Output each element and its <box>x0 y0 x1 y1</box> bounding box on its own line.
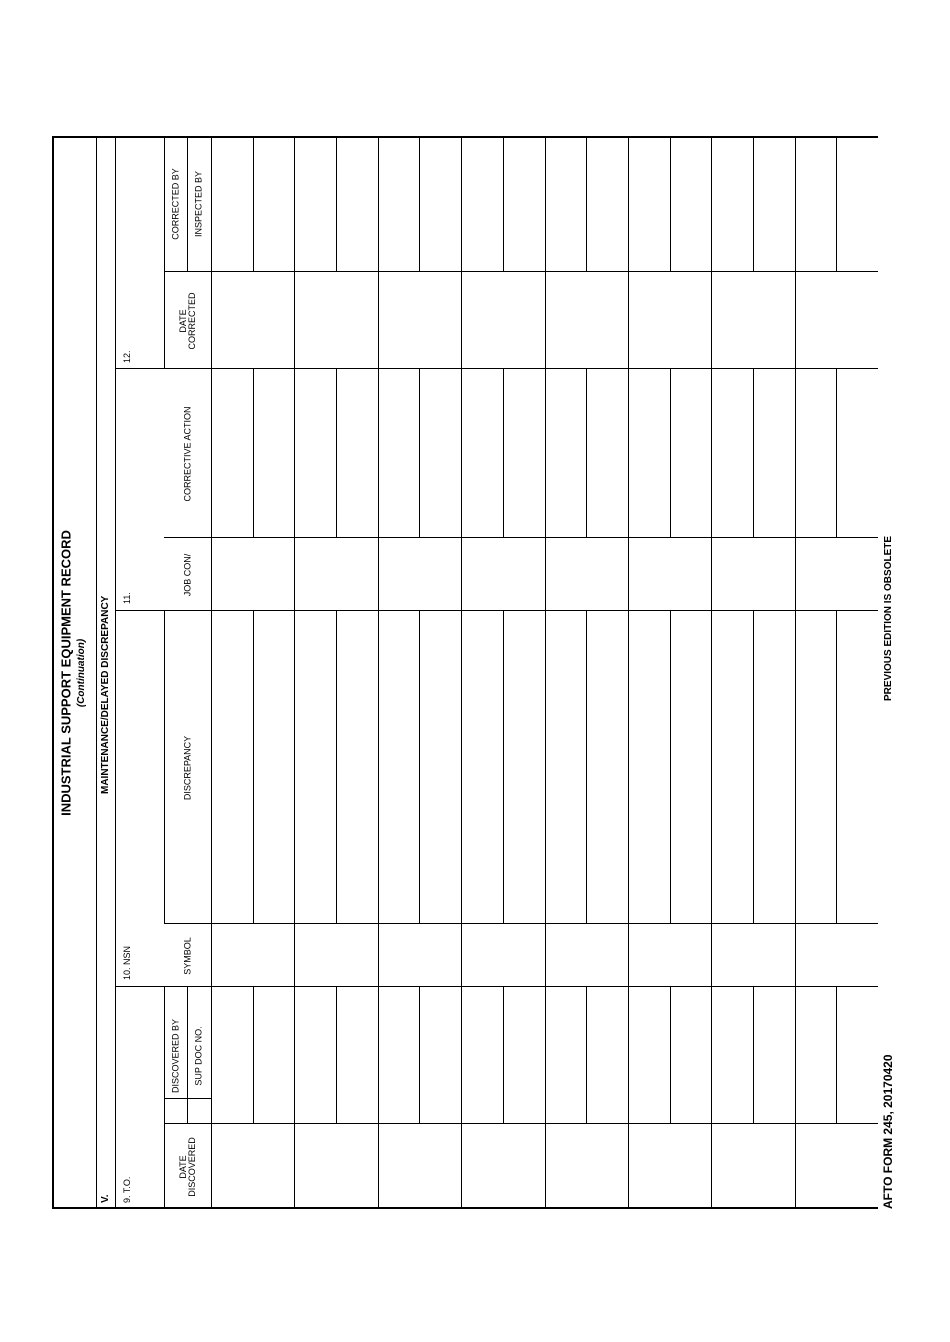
row-half-line <box>586 987 587 1124</box>
row-half-line <box>419 987 420 1124</box>
row-half-line <box>336 136 337 272</box>
row-line <box>294 136 295 1209</box>
date-corrected-line2: CORRECTED <box>187 292 197 350</box>
row-half-line <box>836 136 837 272</box>
form-border-top <box>52 136 54 1209</box>
header-bottom-line <box>211 136 212 1209</box>
row-line <box>795 136 796 1209</box>
col-divider-discrepancy <box>164 610 878 611</box>
corrective-action-header: CORRECTIVE ACTION <box>182 406 193 502</box>
form-page <box>52 136 895 1209</box>
row-half-line <box>336 987 337 1124</box>
row-line <box>628 136 629 1209</box>
row-half-line <box>419 136 420 272</box>
col-divider-job-con <box>164 537 878 538</box>
row-half-line <box>670 987 671 1124</box>
date-discovered-header <box>179 1137 197 1197</box>
row-half-line <box>586 611 587 924</box>
title-band-line <box>96 136 97 1209</box>
row-line <box>711 136 712 1209</box>
field-row-line-mid <box>164 611 165 924</box>
row-half-line <box>253 611 254 924</box>
form-id-footer: AFTO FORM 245, 20170420 <box>881 1054 895 1209</box>
row-half-line <box>670 611 671 924</box>
form-title: INDUSTRIAL SUPPORT EQUIPMENT RECORD <box>58 530 74 816</box>
col-divider-discovered-by <box>164 986 878 987</box>
section-band-line <box>115 136 116 1209</box>
field-11-label: 11. <box>122 592 132 604</box>
col-divider-corrective-action <box>164 368 878 369</box>
discovered-by-split-h <box>187 987 188 1124</box>
date-discovered-line1: DATE <box>178 1155 188 1179</box>
row-half-line <box>336 611 337 924</box>
row-half-line <box>753 136 754 272</box>
row-half-line <box>336 369 337 538</box>
field-divider-10-11 <box>115 610 164 611</box>
row-half-line <box>419 369 420 538</box>
row-half-line <box>503 369 504 538</box>
field-12-label: 12. <box>122 350 132 363</box>
edition-note-footer: PREVIOUS EDITION IS OBSOLETE <box>883 535 894 701</box>
form-subtitle: (Continuation) <box>76 638 87 708</box>
date-corrected-header <box>179 292 197 349</box>
row-line <box>378 136 379 1209</box>
job-con-header: JOB CON/ <box>182 553 193 597</box>
corrected-by-split-h <box>187 136 188 272</box>
row-half-line <box>836 987 837 1124</box>
field-10-label: 10. NSN <box>122 945 132 980</box>
section-number: V. <box>100 1194 111 1203</box>
inspected-by-header: INSPECTED BY <box>193 170 204 238</box>
row-half-line <box>586 369 587 538</box>
row-half-line <box>503 611 504 924</box>
field-9-label: 9. T.O. <box>122 1176 132 1203</box>
sup-doc-no-header: SUP DOC NO. <box>193 1026 204 1086</box>
date-discovered-line2: DISCOVERED <box>187 1137 197 1197</box>
row-half-line <box>670 136 671 272</box>
row-half-line <box>836 369 837 538</box>
form-border-right <box>52 136 878 138</box>
discovered-by-header: DISCOVERED BY <box>170 1018 181 1094</box>
corrected-by-header: CORRECTED BY <box>170 168 181 240</box>
discrepancy-header: DISCREPANCY <box>182 735 193 801</box>
date-corrected-line1: DATE <box>178 309 188 333</box>
row-half-line <box>253 369 254 538</box>
row-half-line <box>836 611 837 924</box>
col-divider-date-corrected <box>164 271 878 272</box>
col-divider-symbol <box>164 923 878 924</box>
row-half-line <box>753 611 754 924</box>
row-half-line <box>753 369 754 538</box>
row-half-line <box>753 987 754 1124</box>
row-half-line <box>503 987 504 1124</box>
row-half-line <box>670 369 671 538</box>
col-divider-date-discovered <box>164 1123 878 1124</box>
field-row-line-right <box>164 136 165 369</box>
row-half-line <box>503 136 504 272</box>
row-half-line <box>253 136 254 272</box>
row-half-line <box>419 611 420 924</box>
row-line <box>461 136 462 1209</box>
row-half-line <box>586 136 587 272</box>
symbol-header: SYMBOL <box>182 937 193 975</box>
row-half-line <box>253 987 254 1124</box>
field-divider-11-12 <box>115 368 164 369</box>
section-title: MAINTENANCE/DELAYED DISCREPANCY <box>100 595 111 794</box>
form-border-left <box>52 1207 878 1209</box>
row-line <box>545 136 546 1209</box>
field-divider-9-10 <box>115 986 164 987</box>
